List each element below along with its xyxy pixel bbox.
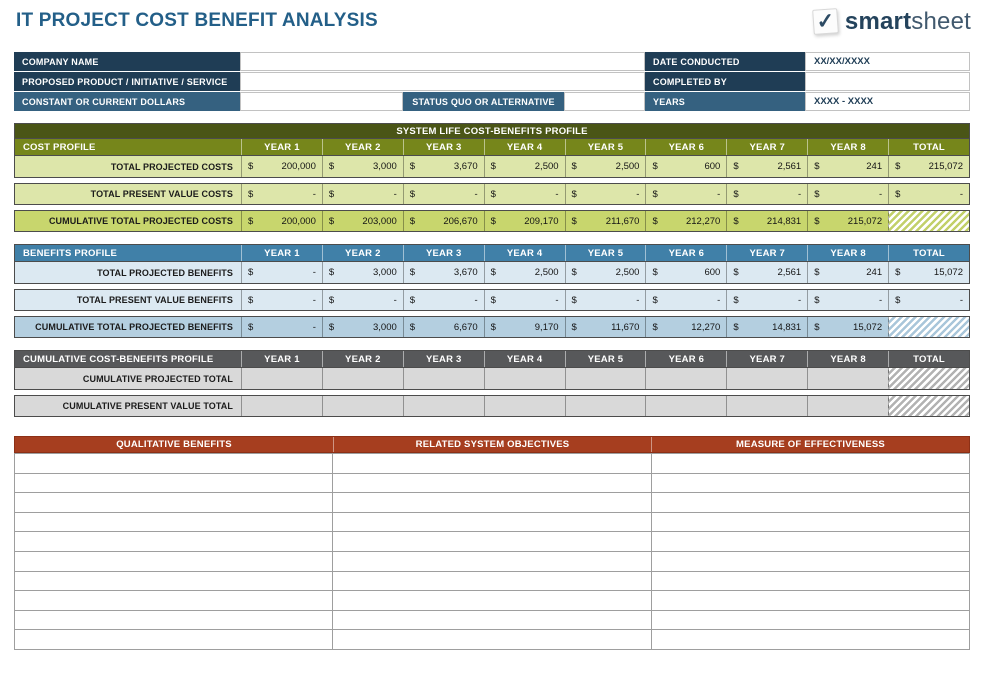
- qualitative-cell-r4-c1[interactable]: [15, 513, 333, 533]
- qualitative-cell-r8-c2[interactable]: [333, 591, 651, 611]
- benefits-table-r3-y2-value-cell[interactable]: [322, 317, 403, 337]
- qualitative-cell-r8-c3[interactable]: [652, 591, 970, 611]
- cost-table-r1-y5-amount: 2,500: [615, 161, 640, 172]
- cost-table-r2-total-currency-symbol: $: [895, 188, 901, 200]
- cumulative-table-year-header-7: YEAR 7: [726, 351, 807, 367]
- cost-table-r1-y1-value-cell[interactable]: [241, 156, 322, 177]
- qualitative-cell-r2-c1[interactable]: [15, 474, 333, 494]
- cost-table-r2-y4-value-cell[interactable]: [484, 184, 565, 204]
- qualitative-cell-r5-c1[interactable]: [15, 532, 333, 552]
- cost-table-r2-y4-amount: -: [555, 188, 559, 200]
- cost-table-r3-y4-amount: 209,170: [524, 215, 559, 227]
- cost-table-r3-total-hatch-cell: [888, 211, 969, 231]
- qualitative-cell-r3-c2[interactable]: [333, 493, 651, 513]
- years-label: YEARS: [645, 92, 805, 111]
- benefits-table-r2-y2-value-cell[interactable]: [322, 290, 403, 310]
- completed-by-field[interactable]: [805, 72, 970, 91]
- cumulative-table-corner-label: CUMULATIVE COST-BENEFITS PROFILE: [23, 353, 214, 365]
- cost-table-r1-y7-value-cell[interactable]: [726, 156, 807, 177]
- qualitative-cell-r7-c3[interactable]: [652, 572, 970, 592]
- cost-table-r2-y6-currency-symbol: $: [652, 188, 658, 200]
- benefits-table-r3-y8-currency-symbol: $: [814, 321, 820, 333]
- cost-table-r1-y8-amount: 241: [866, 161, 883, 172]
- qualitative-header-2: RELATED SYSTEM OBJECTIVES: [333, 437, 651, 452]
- benefits-table-r3-total-hatch-cell: [888, 317, 969, 337]
- status-quo-label: STATUS QUO OR ALTERNATIVE: [403, 92, 564, 111]
- cost-table-r3-y1-value-cell[interactable]: [241, 211, 322, 231]
- cost-table-r1-y8-currency-symbol: $: [814, 161, 820, 172]
- cost-table-r2-y1-currency-symbol: $: [248, 188, 254, 200]
- cost-table-year-header-1: YEAR 1: [241, 139, 322, 155]
- benefits-table-r2-y3-currency-symbol: $: [409, 294, 416, 306]
- qualitative-header-row: [14, 436, 970, 453]
- benefits-table-r3-y5-amount: 11,670: [611, 321, 640, 333]
- qualitative-row-7: [15, 572, 970, 592]
- benefits-table-header-row: [14, 244, 970, 262]
- qualitative-cell-r5-c3[interactable]: [652, 532, 970, 552]
- benefits-table-r2-y4-amount: -: [555, 294, 559, 306]
- qualitative-benefits-table: [14, 436, 970, 650]
- benefits-table-r1-y2-currency-symbol: $: [328, 267, 335, 278]
- qualitative-cell-r5-c2[interactable]: [333, 532, 651, 552]
- benefits-table-r2-y1-value-cell[interactable]: [241, 290, 322, 310]
- qualitative-cell-r9-c3[interactable]: [652, 611, 970, 631]
- completed-by-label: COMPLETED BY: [645, 72, 805, 91]
- qualitative-cell-r1-c3[interactable]: [652, 454, 970, 474]
- benefits-table-row-2-label: TOTAL PRESENT VALUE BENEFITS: [76, 295, 233, 305]
- benefits-table-r3-y7-value-cell[interactable]: [726, 317, 807, 337]
- benefits-table-r1-y7-amount: 2,561: [777, 267, 802, 278]
- cost-table-header-row: [14, 138, 970, 156]
- benefits-table-r1-y3-amount: 3,670: [453, 267, 478, 278]
- benefits-table-row-1: [14, 262, 970, 284]
- logo-wordmark: [844, 7, 971, 35]
- benefits-table-r3-y6-amount: 12,270: [691, 321, 721, 333]
- benefits-table-r2-y2-amount: -: [393, 294, 397, 306]
- cost-table-year-header-8: YEAR 8: [807, 139, 888, 155]
- benefits-table-r1-y6-value-cell[interactable]: [645, 262, 726, 283]
- years-field[interactable]: XXXX - XXXX: [805, 92, 970, 111]
- cost-table-r2-y8-currency-symbol: $: [814, 188, 820, 200]
- benefits-table-r1-y8-amount: 241: [866, 267, 883, 278]
- cost-table-title-bar: SYSTEM LIFE COST-BENEFITS PROFILE: [14, 123, 970, 138]
- benefits-table-row-2: [14, 289, 970, 311]
- cost-table-year-header-7: YEAR 7: [726, 139, 807, 155]
- cost-table-r2-y7-amount: -: [798, 188, 802, 200]
- benefits-table-r1-y2-value-cell[interactable]: [322, 262, 403, 283]
- qualitative-row-9: [15, 611, 970, 631]
- cost-table-r2-y3-amount: -: [474, 188, 478, 200]
- cost-table-r3-y5-value-cell[interactable]: [565, 211, 646, 231]
- benefits-table-row-3-label: CUMULATIVE TOTAL PROJECTED BENEFITS: [35, 322, 233, 332]
- benefits-table-corner-label: BENEFITS PROFILE: [23, 247, 117, 259]
- benefits-table-r1-y1-value-cell[interactable]: [241, 262, 322, 283]
- benefits-table-r2-y7-currency-symbol: $: [733, 294, 739, 306]
- cumulative-table-year-header-5: YEAR 5: [565, 351, 646, 367]
- cumulative-table-r1-total-hatch-cell: [888, 368, 969, 389]
- benefits-table-r3-y4-value-cell[interactable]: [484, 317, 565, 337]
- benefits-table-r2-total-currency-symbol: $: [895, 294, 901, 306]
- benefits-table-r3-y1-value-cell[interactable]: [241, 317, 322, 337]
- benefits-table-r2-y8-amount: -: [878, 294, 883, 306]
- benefits-table-r1-total-currency-symbol: $: [895, 267, 901, 278]
- cumulative-table-year-header-3: YEAR 3: [403, 351, 484, 367]
- benefits-table-r3-y7-currency-symbol: $: [733, 321, 739, 333]
- cumulative-table-row-1: [14, 368, 970, 390]
- benefits-table-r2-y7-amount: -: [798, 294, 802, 306]
- cost-table-r3-y8-currency-symbol: $: [814, 215, 820, 227]
- qualitative-cell-r9-c1[interactable]: [15, 611, 333, 631]
- proposed-product-label: PROPOSED PRODUCT / INITIATIVE / SERVICE: [14, 72, 240, 91]
- cost-table-row-1-label: TOTAL PROJECTED COSTS: [110, 161, 233, 172]
- cumulative-table-r1-y3-value-cell[interactable]: [403, 368, 484, 389]
- benefits-table-r1-y4-amount: 2,500: [534, 267, 559, 278]
- benefits-table-year-header-7: YEAR 7: [726, 245, 807, 261]
- cost-table-r3-y2-amount: 203,000: [362, 215, 397, 227]
- cost-table-r1-total-currency-symbol: $: [895, 161, 901, 172]
- cost-table-r1-y2-amount: 3,000: [372, 161, 397, 172]
- cost-table-r2-total-value-cell[interactable]: [888, 184, 969, 204]
- project-info-grid: [14, 52, 970, 111]
- cost-table-r3-y7-value-cell[interactable]: [726, 211, 807, 231]
- cost-table-r1-y4-value-cell[interactable]: [484, 156, 565, 177]
- cumulative-table-r1-y4-value-cell[interactable]: [484, 368, 565, 389]
- benefits-table-r3-y1-amount: -: [312, 321, 316, 333]
- qualitative-cell-r7-c1[interactable]: [15, 572, 333, 592]
- benefits-table-r1-y5-currency-symbol: $: [571, 267, 577, 278]
- benefits-table-r3-y6-value-cell[interactable]: [645, 317, 726, 337]
- cost-table-r2-y8-value-cell[interactable]: [807, 184, 888, 204]
- qualitative-row-8: [15, 591, 970, 611]
- cost-table-r1-total-value-cell[interactable]: [888, 156, 969, 177]
- cost-table-r2-y4-currency-symbol: $: [490, 188, 496, 200]
- cost-table-r2-y3-value-cell[interactable]: [403, 184, 484, 204]
- smartsheet-logo: [813, 9, 971, 34]
- cost-table-r2-y8-amount: -: [878, 188, 883, 200]
- qualitative-cell-r1-c2[interactable]: [333, 454, 651, 474]
- benefits-table-year-header-2: YEAR 2: [322, 245, 403, 261]
- benefits-table-r1-y7-value-cell[interactable]: [726, 262, 807, 283]
- benefits-table-r3-y3-currency-symbol: $: [409, 321, 416, 333]
- benefits-table-r2-y5-amount: -: [636, 294, 640, 306]
- cost-table-r3-y6-amount: 212,270: [685, 215, 721, 227]
- cumulative-table-r1-y5-value-cell[interactable]: [565, 368, 646, 389]
- cost-table-r1-y8-value-cell[interactable]: [807, 156, 888, 177]
- benefits-table-r3-y4-currency-symbol: $: [490, 321, 496, 333]
- constant-dollars-field[interactable]: [240, 92, 403, 111]
- cumulative-table-total-header: TOTAL: [888, 351, 969, 367]
- cumulative-table-r1-y7-value-cell[interactable]: [726, 368, 807, 389]
- qualitative-cell-r6-c1[interactable]: [15, 552, 333, 572]
- benefits-table-total-header: TOTAL: [888, 245, 969, 261]
- benefits-table-r1-y3-value-cell[interactable]: [403, 262, 484, 283]
- benefits-table-r2-y3-value-cell[interactable]: [403, 290, 484, 310]
- qualitative-cell-r3-c1[interactable]: [15, 493, 333, 513]
- qualitative-cell-r6-c3[interactable]: [652, 552, 970, 572]
- cost-table-year-header-3: YEAR 3: [403, 139, 484, 155]
- cost-table-r2-total-amount: -: [959, 188, 963, 200]
- benefits-table-r2-y2-currency-symbol: $: [328, 294, 335, 306]
- cost-table-r3-y6-value-cell[interactable]: [645, 211, 726, 231]
- cost-table-r2-y5-currency-symbol: $: [571, 188, 577, 200]
- status-quo-field[interactable]: [564, 92, 645, 111]
- cost-table-year-header-4: YEAR 4: [484, 139, 565, 155]
- benefits-table-r2-y6-currency-symbol: $: [652, 294, 658, 306]
- benefits-table-r2-total-value-cell[interactable]: [888, 290, 969, 310]
- benefits-table-r3-y8-amount: 15,072: [853, 321, 883, 333]
- cost-table-r1-y3-currency-symbol: $: [409, 161, 416, 172]
- benefits-table-r1-y4-currency-symbol: $: [490, 267, 496, 278]
- cost-table-r2-y1-amount: -: [312, 188, 316, 200]
- qualitative-body: [14, 453, 970, 650]
- cost-table-r3-y5-currency-symbol: $: [571, 215, 577, 227]
- logo-word-sheet: sheet: [911, 7, 971, 35]
- benefits-table-r1-y5-value-cell[interactable]: [565, 262, 646, 283]
- qualitative-cell-r4-c3[interactable]: [652, 513, 970, 533]
- benefits-table-r2-y4-currency-symbol: $: [490, 294, 496, 306]
- date-conducted-label: DATE CONDUCTED: [645, 52, 805, 71]
- cost-table-r3-y7-currency-symbol: $: [733, 215, 739, 227]
- benefits-table-r2-y8-value-cell[interactable]: [807, 290, 888, 310]
- qualitative-cell-r4-c2[interactable]: [333, 513, 651, 533]
- benefits-table-year-header-4: YEAR 4: [484, 245, 565, 261]
- benefits-table-r2-y5-value-cell[interactable]: [565, 290, 646, 310]
- cost-table-r3-y3-currency-symbol: $: [409, 215, 416, 227]
- cost-table-r3-y2-currency-symbol: $: [328, 215, 335, 227]
- cost-table-row-2-label: TOTAL PRESENT VALUE COSTS: [90, 189, 233, 199]
- cumulative-table-year-header-1: YEAR 1: [241, 351, 322, 367]
- date-conducted-field[interactable]: XX/XX/XXXX: [805, 52, 970, 71]
- cost-table-r3-y2-value-cell[interactable]: [322, 211, 403, 231]
- qualitative-row-10: [15, 630, 970, 650]
- cost-table-r2-y7-value-cell[interactable]: [726, 184, 807, 204]
- cumulative-table-year-header-8: YEAR 8: [807, 351, 888, 367]
- qualitative-cell-r2-c2[interactable]: [333, 474, 651, 494]
- cost-table-r3-y6-currency-symbol: $: [652, 215, 658, 227]
- qualitative-row-1: [15, 454, 970, 474]
- cost-table-r3-y5-amount: 211,670: [605, 215, 640, 227]
- cost-table-r3-y8-amount: 215,072: [847, 215, 883, 227]
- qualitative-header-1: QUALITATIVE BENEFITS: [116, 439, 232, 450]
- benefits-table-r3-y5-value-cell[interactable]: [565, 317, 646, 337]
- benefits-table-row-3: [14, 316, 970, 338]
- cost-table-corner-label: COST PROFILE: [23, 141, 96, 153]
- company-name-field[interactable]: [240, 52, 645, 71]
- qualitative-cell-r3-c3[interactable]: [652, 493, 970, 513]
- cost-table-r3-y1-amount: 200,000: [281, 215, 316, 227]
- cost-table-r1-y7-currency-symbol: $: [733, 161, 739, 172]
- benefits-table-r2-y8-currency-symbol: $: [814, 294, 820, 306]
- cumulative-cost-benefits-table: [14, 350, 970, 417]
- cost-table-r3-y3-value-cell[interactable]: [403, 211, 484, 231]
- qualitative-row-6: [15, 552, 970, 572]
- benefits-table-year-header-6: YEAR 6: [645, 245, 726, 261]
- cumulative-table-r2-y6-value-cell[interactable]: [645, 396, 726, 416]
- cost-table-r2-y6-amount: -: [717, 188, 721, 200]
- benefits-table-r1-y5-amount: 2,500: [615, 267, 640, 278]
- cost-table-row-1: [14, 156, 970, 178]
- benefits-table-r3-y3-amount: 6,670: [453, 321, 478, 333]
- cost-table-r3-y3-amount: 206,670: [443, 215, 478, 227]
- qualitative-cell-r8-c1[interactable]: [15, 591, 333, 611]
- benefits-table-r1-total-amount: 15,072: [933, 267, 963, 278]
- benefits-table-r1-y2-amount: 3,000: [372, 267, 397, 278]
- benefits-table-r2-y1-currency-symbol: $: [248, 294, 254, 306]
- benefits-table-r1-y4-value-cell[interactable]: [484, 262, 565, 283]
- benefits-table-year-header-1: YEAR 1: [241, 245, 322, 261]
- cost-table-r1-y5-value-cell[interactable]: [565, 156, 646, 177]
- cost-table-r1-y1-amount: 200,000: [281, 161, 316, 172]
- benefits-table-r1-y7-currency-symbol: $: [733, 267, 739, 278]
- qualitative-cell-r1-c1[interactable]: [15, 454, 333, 474]
- benefits-table-r2-y6-amount: -: [717, 294, 721, 306]
- cost-table-row-2: [14, 183, 970, 205]
- benefits-table-r1-y8-value-cell[interactable]: [807, 262, 888, 283]
- logo-word-smart: smart: [844, 7, 912, 35]
- checkmark-icon: ✓: [812, 8, 839, 35]
- cumulative-table-r1-y2-value-cell[interactable]: [322, 368, 403, 389]
- constant-dollars-label: CONSTANT OR CURRENT DOLLARS: [14, 92, 240, 111]
- company-name-label: COMPANY NAME: [14, 52, 240, 71]
- cumulative-table-r1-y6-value-cell[interactable]: [645, 368, 726, 389]
- cost-table-r1-y3-amount: 3,670: [453, 161, 478, 172]
- benefits-profile-table: [14, 244, 970, 338]
- cost-table-r1-y3-value-cell[interactable]: [403, 156, 484, 177]
- cumulative-table-r1-y8-value-cell[interactable]: [807, 368, 888, 389]
- cost-table-r2-y5-value-cell[interactable]: [565, 184, 646, 204]
- cost-table-r1-total-amount: 215,072: [928, 161, 963, 172]
- cost-table-r1-y1-currency-symbol: $: [248, 161, 254, 172]
- benefits-table-r3-y4-amount: 9,170: [534, 321, 559, 333]
- cumulative-table-r2-total-hatch-cell: [888, 396, 969, 416]
- cost-table-r2-y6-value-cell[interactable]: [645, 184, 726, 204]
- cost-table-total-header: TOTAL: [888, 139, 969, 155]
- cost-table-r3-y7-amount: 214,831: [766, 215, 802, 227]
- cumulative-table-header-row: [14, 350, 970, 368]
- cumulative-table-year-header-6: YEAR 6: [645, 351, 726, 367]
- benefits-table-r3-y3-value-cell[interactable]: [403, 317, 484, 337]
- top-bar: [14, 6, 971, 44]
- cumulative-table-r2-y2-value-cell[interactable]: [322, 396, 403, 416]
- cumulative-table-r2-y1-value-cell[interactable]: [241, 396, 322, 416]
- cost-table-r3-y4-value-cell[interactable]: [484, 211, 565, 231]
- cumulative-table-r2-y7-value-cell[interactable]: [726, 396, 807, 416]
- page-title: IT PROJECT COST BENEFIT ANALYSIS: [16, 10, 378, 31]
- cost-table-year-header-5: YEAR 5: [565, 139, 646, 155]
- benefits-table-r2-y5-currency-symbol: $: [571, 294, 577, 306]
- cost-table-r2-y2-currency-symbol: $: [328, 188, 335, 200]
- cost-table-r3-y4-currency-symbol: $: [490, 215, 496, 227]
- benefits-table-r3-y6-currency-symbol: $: [652, 321, 658, 333]
- proposed-product-field[interactable]: [240, 72, 645, 91]
- cumulative-table-row-1-label: CUMULATIVE PROJECTED TOTAL: [82, 373, 233, 384]
- cost-profile-table: [14, 123, 970, 232]
- cumulative-table-r2-y4-value-cell[interactable]: [484, 396, 565, 416]
- cost-table-r1-y4-currency-symbol: $: [490, 161, 496, 172]
- benefits-table-r1-y6-currency-symbol: $: [652, 267, 658, 278]
- cost-table-r1-y5-currency-symbol: $: [571, 161, 577, 172]
- cumulative-table-year-header-4: YEAR 4: [484, 351, 565, 367]
- cumulative-table-r2-y5-value-cell[interactable]: [565, 396, 646, 416]
- cumulative-table-r2-y8-value-cell[interactable]: [807, 396, 888, 416]
- benefits-table-r3-y7-amount: 14,831: [772, 321, 802, 333]
- cost-table-r1-y7-amount: 2,561: [777, 161, 802, 172]
- qualitative-row-4: [15, 513, 970, 533]
- cost-table-r1-y6-value-cell[interactable]: [645, 156, 726, 177]
- benefits-table-r1-y1-currency-symbol: $: [248, 267, 254, 278]
- qualitative-cell-r9-c2[interactable]: [333, 611, 651, 631]
- cost-table-r3-y1-currency-symbol: $: [248, 215, 254, 227]
- qualitative-cell-r10-c2[interactable]: [333, 630, 651, 650]
- cost-table-year-header-6: YEAR 6: [645, 139, 726, 155]
- cost-table-row-3-label: CUMULATIVE TOTAL PROJECTED COSTS: [48, 216, 233, 226]
- benefits-table-r2-total-amount: -: [959, 294, 963, 306]
- cost-table-r1-y6-currency-symbol: $: [652, 161, 658, 172]
- cumulative-table-year-header-2: YEAR 2: [322, 351, 403, 367]
- benefits-table-r3-y2-currency-symbol: $: [328, 321, 335, 333]
- cost-table-r1-y2-currency-symbol: $: [328, 161, 335, 172]
- cost-table-row-3: [14, 210, 970, 232]
- cumulative-table-row-2-label: CUMULATIVE PRESENT VALUE TOTAL: [62, 401, 233, 411]
- benefits-table-row-1-label: TOTAL PROJECTED BENEFITS: [97, 267, 233, 278]
- qualitative-row-3: [15, 493, 970, 513]
- cumulative-table-row-2: [14, 395, 970, 417]
- benefits-table-r1-y6-amount: 600: [704, 267, 721, 278]
- benefits-table-year-header-8: YEAR 8: [807, 245, 888, 261]
- benefits-table-r3-y2-amount: 3,000: [372, 321, 397, 333]
- cost-table-r1-y6-amount: 600: [704, 161, 721, 172]
- benefits-table-r3-y8-value-cell[interactable]: [807, 317, 888, 337]
- cost-table-r2-y5-amount: -: [636, 188, 640, 200]
- cumulative-table-r1-y1-value-cell[interactable]: [241, 368, 322, 389]
- cost-table-r2-y2-amount: -: [393, 188, 397, 200]
- benefits-table-r1-total-value-cell[interactable]: [888, 262, 969, 283]
- benefits-table-r3-y5-currency-symbol: $: [571, 321, 577, 333]
- cost-table-r1-y4-amount: 2,500: [534, 161, 559, 172]
- cost-table-r3-y8-value-cell[interactable]: [807, 211, 888, 231]
- benefits-table-r1-y1-amount: -: [312, 267, 316, 278]
- benefits-table-r2-y7-value-cell[interactable]: [726, 290, 807, 310]
- qualitative-cell-r7-c2[interactable]: [333, 572, 651, 592]
- benefits-table-year-header-5: YEAR 5: [565, 245, 646, 261]
- benefits-table-r2-y6-value-cell[interactable]: [645, 290, 726, 310]
- qualitative-cell-r6-c2[interactable]: [333, 552, 651, 572]
- cost-table-year-header-2: YEAR 2: [322, 139, 403, 155]
- cost-table-r2-y1-value-cell[interactable]: [241, 184, 322, 204]
- cost-table-r2-y7-currency-symbol: $: [733, 188, 739, 200]
- qualitative-cell-r10-c3[interactable]: [652, 630, 970, 650]
- benefits-table-year-header-3: YEAR 3: [403, 245, 484, 261]
- benefits-table-r1-y8-currency-symbol: $: [814, 267, 820, 278]
- benefits-table-r2-y4-value-cell[interactable]: [484, 290, 565, 310]
- benefits-table-r3-y1-currency-symbol: $: [248, 321, 254, 333]
- benefits-table-r2-y3-amount: -: [474, 294, 478, 306]
- qualitative-row-5: [15, 532, 970, 552]
- cost-table-r2-y3-currency-symbol: $: [409, 188, 416, 200]
- cumulative-table-r2-y3-value-cell[interactable]: [403, 396, 484, 416]
- benefits-table-r2-y1-amount: -: [312, 294, 316, 306]
- qualitative-cell-r10-c1[interactable]: [15, 630, 333, 650]
- cost-table-r2-y2-value-cell[interactable]: [322, 184, 403, 204]
- qualitative-row-2: [15, 474, 970, 494]
- qualitative-header-3: MEASURE OF EFFECTIVENESS: [651, 437, 969, 452]
- cost-table-r1-y2-value-cell[interactable]: [322, 156, 403, 177]
- qualitative-cell-r2-c3[interactable]: [652, 474, 970, 494]
- benefits-table-r1-y3-currency-symbol: $: [409, 267, 416, 278]
